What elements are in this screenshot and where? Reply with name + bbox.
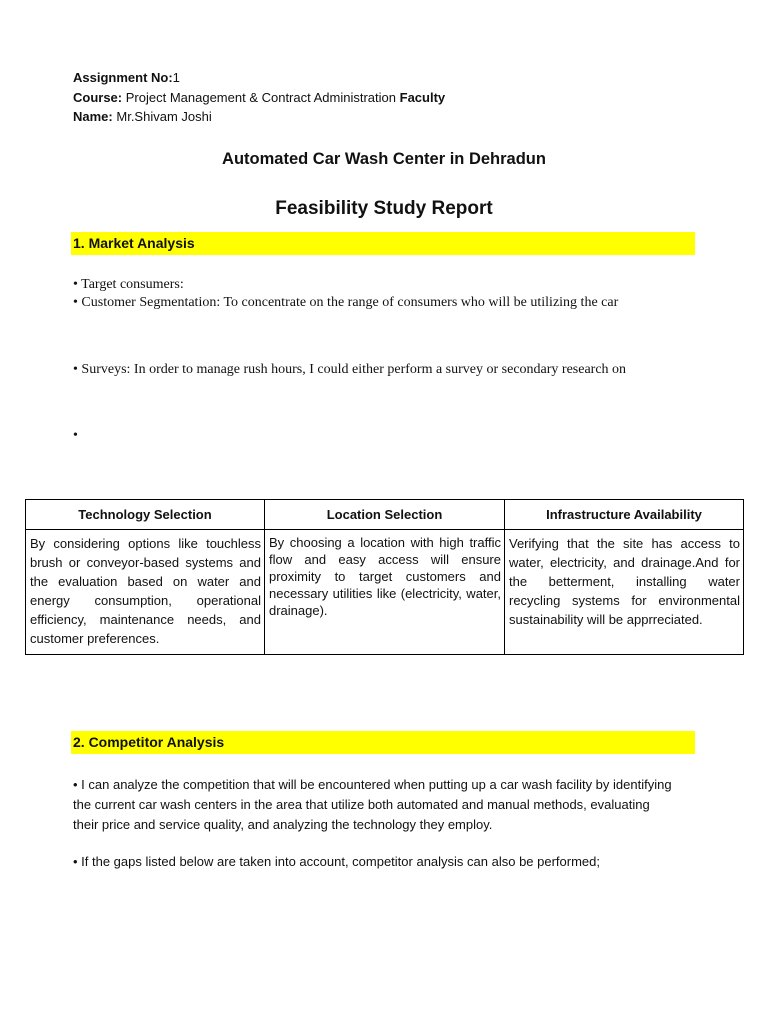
section-heading-market-analysis: 1. Market Analysis xyxy=(71,232,695,255)
name-label: Name: xyxy=(73,109,113,124)
cell-technology-selection: By considering options like touchless brush or conveyor-based systems and the evaluation based on water and energy consumption, operational efficiency, maintenance needs, and customer preferences. xyxy=(26,530,265,655)
name-value: Mr.Shivam Joshi xyxy=(116,109,212,124)
competitor-paragraph-2: • If the gaps listed below are taken into account, competitor analysis can also be performed; xyxy=(73,854,601,869)
name-line xyxy=(73,109,212,125)
course-value: Project Management & Contract Administration xyxy=(125,90,396,105)
table-row xyxy=(26,530,744,655)
bullet-empty: • xyxy=(73,428,78,443)
table-header-row xyxy=(26,500,744,530)
cell-location-selection: By choosing a location with high traffic flow and easy access will ensure proximity to target customers and necessary utilities like (electricity, water, drainage). xyxy=(265,530,505,655)
assignment-value: 1 xyxy=(172,70,180,85)
header-location-selection: Location Selection xyxy=(265,500,505,530)
competitor-paragraph-1: • I can analyze the competition that will be encountered when putting up a car wash facility by identifying the current car wash centers in the area that utilize both automated and manual methods, evaluating their price and service quality, and analyzing the technology they employ. xyxy=(73,777,672,832)
bullet-surveys: • Surveys: In order to manage rush hours, I could either perform a survey or secondary research on xyxy=(73,362,627,377)
bullet-customer-segmentation: • Customer Segmentation: To concentrate on the range of consumers who will be utilizing the car xyxy=(73,295,619,310)
document-title: Automated Car Wash Center in Dehradun xyxy=(222,150,546,168)
header-technology-selection: Technology Selection xyxy=(26,500,265,530)
cell-infrastructure-availability: Verifying that the site has access to water, electricity, and drainage.And for the betterment, installing water recycling systems for environmental sustainability will be apprreciated. xyxy=(505,530,744,655)
section-heading-competitor-analysis: 2. Competitor Analysis xyxy=(71,731,695,754)
course-label: Course: xyxy=(73,90,123,105)
bullet-target-consumers: • Target consumers: xyxy=(73,277,184,292)
assignment-line xyxy=(73,70,180,86)
course-suffix: Faculty xyxy=(399,90,446,105)
selection-table xyxy=(25,499,744,655)
assignment-label: Assignment No: xyxy=(73,70,173,85)
course-line xyxy=(73,90,445,106)
report-subtitle: Feasibility Study Report xyxy=(275,198,493,219)
header-infrastructure-availability: Infrastructure Availability xyxy=(505,500,744,530)
